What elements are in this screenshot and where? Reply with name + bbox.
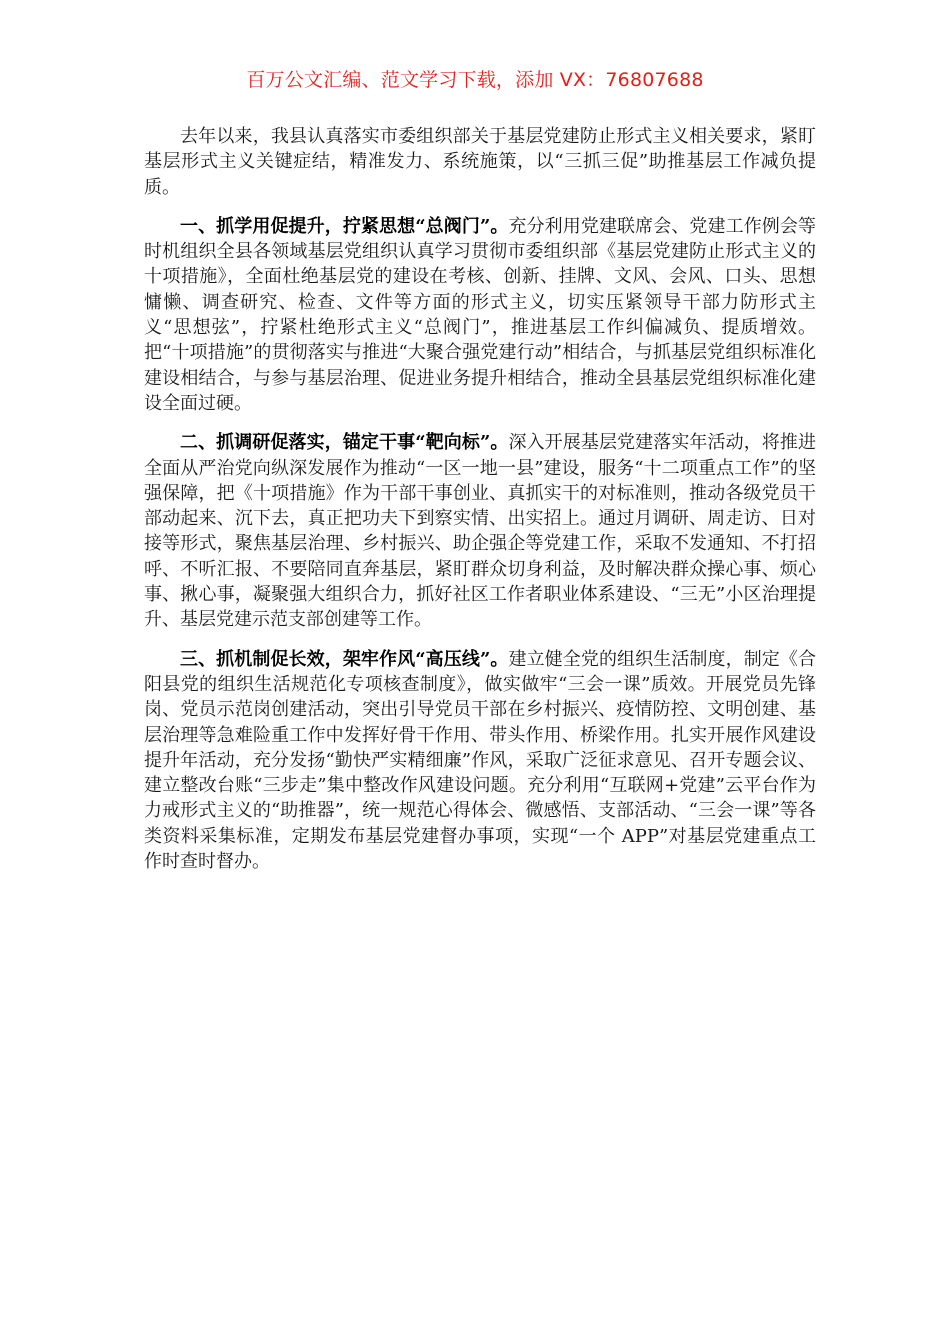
header-banner: 百万公文汇编、范文学习下载，添加 VX：76807688 bbox=[246, 69, 704, 91]
paragraph-text: 充分利用党建联席会、党建工作例会等时机组织全县各领域基层党组织认真学习贯彻市委组织部《基层党建防止形式主义的十项措施》，全面杜绝基层党的建设在考核、创新、挂牌、文风、会风、口头、思想慵懒、调查研究、检查、文件等方面的形式主义，切实压紧领导干部力防形式主义“思想弦”，拧紧杜绝形式主义“总阀门”，推进基层工作纠偏减负、提质增效。把“十项措施”的贯彻落实与推进“大聚合强党建行动”相结合，与抓基层党组织标准化建设相结合，与参与基层治理、促进业务提升相结合，推动全县基层党组织标准化建设全面过硬。 bbox=[144, 215, 816, 414]
paragraph-text: 建立健全党的组织生活制度，制定《合阳县党的组织生活规范化专项核查制度》，做实做牢“三会一课”质效。开展党员先锋岗、党员示范岗创建活动，突出引导党员干部在乡村振兴、疫情防控、文明创建、基层治理等急难险重工作中发挥好骨干作用、带头作用、桥梁作用。扎实开展作风建设提升年活动，充分发扬“勤快严实精细廉”作风，采取广泛征求意见、召开专题会议、建立整改台账“三步走”集中整改作风建设问题。充分利用“互联网+党建”云平台作为力戒形式主义的“助推器”，统一规范心得体会、微感悟、支部活动、“三会一课”等各类资料采集标准，定期发布基层党建督办事项，实现“一个 APP”对基层党建重点工作时查时督办。 bbox=[144, 648, 816, 873]
paragraph-section-1 bbox=[144, 214, 816, 416]
paragraph-text: 深入开展基层党建落实年活动，将推进全面从严治党向纵深发展作为推动“一区一地一县”建设，服务“十二项重点工作”的坚强保障，把《十项措施》作为干部干事创业、真抓实干的对标准则，推动各级党员干部动起来、沉下去，真正把功夫下到察实情、出实招上。通过月调研、周走访、日对接等形式，聚焦基层治理、乡村振兴、助企强企等党建工作，采取不发通知、不打招呼、不听汇报、不要陪同直奔基层，紧盯群众切身利益，及时解决群众操心事、烦心事、揪心事，凝聚强大组织合力，抓好社区工作者职业体系建设、“三无”小区治理提升、基层党建示范支部创建等工作。 bbox=[144, 432, 816, 631]
section-heading-3: 三、抓机制促长效，架牢作风“高压线”。 bbox=[180, 648, 509, 670]
paragraph-section-3 bbox=[144, 647, 816, 875]
document-body bbox=[144, 124, 816, 888]
paragraph-text: 去年以来，我县认真落实市委组织部关于基层党建防止形式主义相关要求，紧盯基层形式主义关键症结，精准发力、系统施策，以“三抓三促”助推基层工作减负提质。 bbox=[144, 126, 816, 198]
section-heading-2: 二、抓调研促落实，锚定干事“靶向标”。 bbox=[180, 432, 509, 454]
paragraph-section-2 bbox=[144, 430, 816, 632]
section-heading-1: 一、抓学用促提升，拧紧思想“总阀门”。 bbox=[180, 215, 509, 237]
paragraph-intro bbox=[144, 124, 816, 200]
